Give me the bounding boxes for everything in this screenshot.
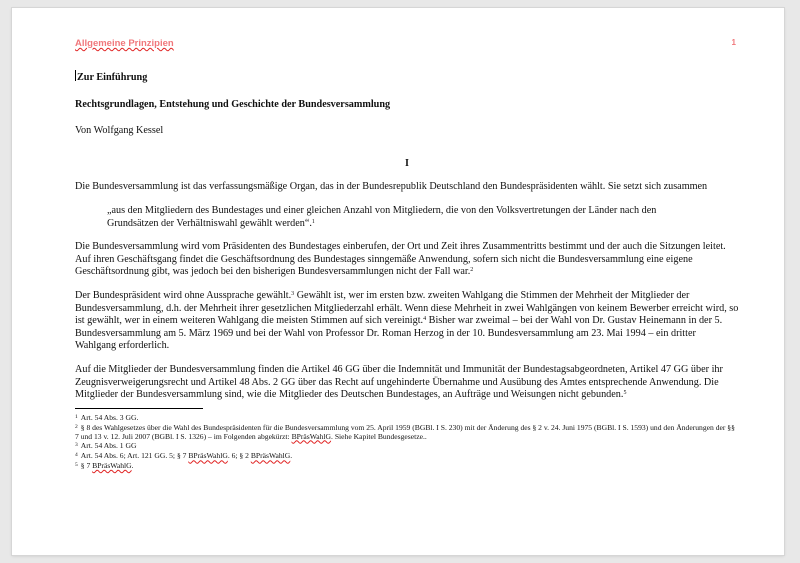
footnote-3 xyxy=(75,441,739,451)
running-header-title: Allgemeine Prinzipien xyxy=(75,38,174,49)
footnote-4-number: 4 xyxy=(75,452,78,459)
footnote-2-text-a: § 8 des Wahlgesetzes über die Wahl des Bundespräsidenten für die Bundesversammlung vom 25. April 1959 (BGBl. I S. 230) mit der Änderung des § 2 v. 24. Juni 1975 (BGBl. I S. 1593) und den Änderungen der §§ 7 und 13 v. 12. Juli 2007 (BGBl. I S. 1326) – im Folgenden abgekürzt: xyxy=(75,422,735,441)
paragraph-3-text-a: Der Bundespräsident wird ohne Aussprache gewählt. xyxy=(75,289,292,301)
footnote-4-abbreviation-1: BPräsWahlG xyxy=(188,451,228,461)
running-header xyxy=(75,38,174,49)
footnote-1 xyxy=(75,413,739,423)
footnote-3-text: Art. 54 Abs. 1 GG xyxy=(80,441,137,451)
section-heading: I xyxy=(405,157,409,169)
document-subtitle: Rechtsgrundlagen, Entstehung und Geschichte der Bundesversammlung xyxy=(75,98,391,110)
footnote-3-number: 3 xyxy=(75,442,78,449)
footnote-1-text: Art. 54 Abs. 3 GG. xyxy=(80,412,139,422)
block-quote xyxy=(107,205,707,230)
footnote-1-number: 1 xyxy=(75,413,78,420)
document-page[interactable] xyxy=(12,8,784,555)
footnote-2-abbreviation: BPräsWahlG xyxy=(291,431,332,441)
document-body[interactable] xyxy=(75,70,739,471)
text-cursor xyxy=(75,70,76,81)
footnote-5 xyxy=(75,461,739,471)
footnote-5-number: 5 xyxy=(75,462,78,469)
paragraph-2-text: Die Bundesversammlung wird vom Präsidenten des Bundestages einberufen, der Ort und Zeit ihres Zusammentritts bestimmt und der auch die Sitzungen leitet. Auf ihren Geschäftsgang findet die Geschäftsordnung des Bundestages sinngemäße Anwendung, sofern sich nicht die Bundesversammlung eine eigene Geschäftsordnung gibt, was jedoch bei den bisherigen Bundesversammlungen nicht der Fall war. xyxy=(75,241,726,278)
footnote-4-text-b: . 6; § 2 xyxy=(227,451,251,461)
footnote-4-abbreviation-2: BPräsWahlG xyxy=(250,451,291,461)
paragraph-3 xyxy=(75,290,739,353)
footnote-5-text-a: § 7 xyxy=(80,461,93,471)
footnote-4 xyxy=(75,451,739,461)
footnote-ref-4[interactable]: 4 xyxy=(423,316,427,323)
footnote-separator xyxy=(75,408,203,409)
page-number: 1 xyxy=(731,38,736,47)
footnote-4-text-a: Art. 54 Abs. 6; Art. 121 GG. 5; § 7 xyxy=(80,451,189,461)
document-title[interactable] xyxy=(75,70,739,85)
paragraph-2 xyxy=(75,241,739,279)
footnote-ref-2[interactable]: 2 xyxy=(470,267,474,274)
footnote-ref-5[interactable]: 5 xyxy=(623,390,627,397)
footnote-5-text-b: . xyxy=(131,461,134,471)
footnote-4-text-c: . xyxy=(290,451,293,461)
block-quote-text: „aus den Mitgliedern des Bundestages und einer gleichen Anzahl von Mitgliedern, die von den Volksvertretungen der Länder nach den Grundsätzen der Verhältniswahl gewählt werden“. xyxy=(107,204,657,229)
paragraph-1-text: Die Bundesversammlung ist das verfassungsmäßige Organ, das in der Bundesrepublik Deutschland den Bundespräsidenten wählt. Sie setzt sich zusammen xyxy=(75,181,708,193)
paragraph-4-text: Auf die Mitglieder der Bundesversammlung finden die Artikel 46 GG über die Indemnität und Immunität der Bundestagsabgeordneten, Artikel 47 GG über ihr Zeugnisverweigerungsrecht und Artikel 48 Abs. 2 GG über das Recht auf ungehinderte Übernahme und Ausübung des Amtes entsprechende Anwendung. Die Mitglieder der Bundesversammlung sind, wie die Mitglieder des Deutschen Bundestages, an Aufträge und Weisungen nicht gebunden. xyxy=(75,363,723,401)
footnote-2 xyxy=(75,423,739,442)
footnote-ref-3[interactable]: 3 xyxy=(291,290,295,297)
footnote-2-number: 2 xyxy=(75,423,78,430)
paragraph-4 xyxy=(75,364,739,402)
footnote-ref-1[interactable]: 1 xyxy=(311,218,315,225)
footnote-5-abbreviation: BPräsWahlG xyxy=(92,461,132,471)
author-line: Von Wolfgang Kessel xyxy=(75,125,164,137)
document-title-text: Zur Einführung xyxy=(77,72,148,83)
paragraph-3-text-c: Bisher war zweimal – bei der Wahl von Dr. Gustav Heinemann in der 5. Bundesversammlung am 5. März 1969 und bei der Wahl von Professor Dr. Roman Herzog in der 10. Bundesversammlung am 23. Mai 1994 – ein dritter Wahlgang erforderlich. xyxy=(75,315,723,352)
paragraph-3-text-b: Gewählt ist, wer im ersten bzw. zweiten Wahlgang die Stimmen der Mehrheit der Mitglieder der Bundesversammlung, d.h. der Mehrheit ihrer gesetzlichen Mitgliederzahl erhält. Wenn diese Mehrheit in zwei Wahlgängen von keinem Bewerber erreicht wird, so ist gewählt, wer in einem weiteren Wahlgang die meisten Stimmen auf sich vereinigt. xyxy=(75,289,739,327)
paragraph-1 xyxy=(75,181,739,194)
footnote-2-text-b: . Siehe Kapitel Bundesgesetze.. xyxy=(331,431,427,441)
